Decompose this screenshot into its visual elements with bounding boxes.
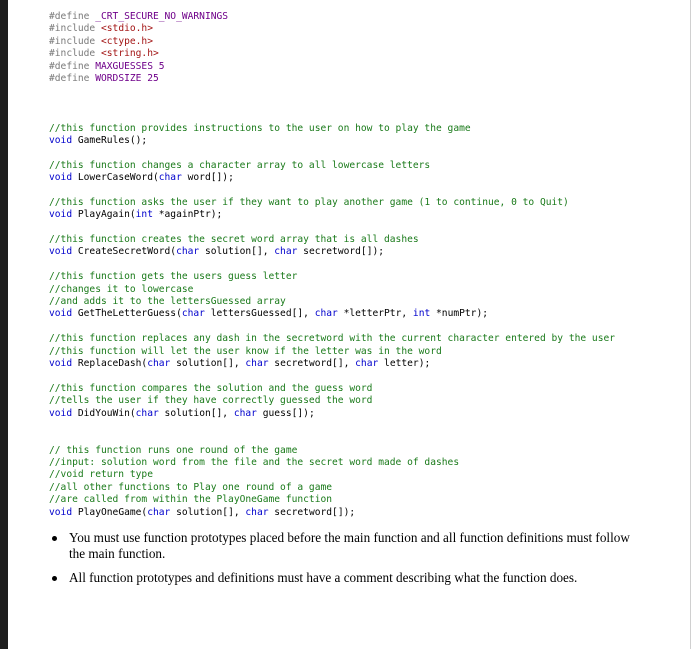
prototype-line: void GetTheLetterGuess(char lettersGuessed[], char *letterPtr, int *numPtr); <box>49 308 489 320</box>
keyword: char <box>355 357 379 369</box>
comment-line: //all other functions to Play one round of a game <box>49 481 333 493</box>
right-border <box>690 0 691 649</box>
keyword: char <box>274 246 298 258</box>
preprocessor-line <box>49 48 679 60</box>
keyword: int <box>135 209 153 221</box>
directive-value: <string.h> <box>101 48 159 60</box>
directive: #include <box>49 23 96 35</box>
blank-line <box>49 259 679 271</box>
comment-line: //this function changes a character array to all lowercase letters <box>49 159 431 171</box>
keyword: char <box>245 357 269 369</box>
comment-line: //this function provides instructions to the user on how to play the game <box>49 122 471 134</box>
keyword: char <box>147 357 171 369</box>
prototype-line: void CreateSecretWord(char solution[], char secretword[]); <box>49 246 385 258</box>
preprocessor-line <box>49 61 679 73</box>
blank-line <box>49 321 679 333</box>
comment-line: //and adds it to the lettersGuessed array <box>49 296 286 307</box>
prototype-line: void PlayAgain(int *againPtr); <box>49 209 223 221</box>
keyword: void <box>49 506 73 518</box>
keyword: void <box>49 134 73 146</box>
comment-line: // this function runs one round of the game <box>49 444 298 456</box>
keyword: char <box>176 246 200 258</box>
comment-line: //this function asks the user if they want to play another game (1 to continue, 0 to Quit) <box>49 196 569 208</box>
comment-line: //void return type <box>49 469 153 481</box>
blank-line <box>49 222 679 234</box>
keyword: void <box>49 246 73 258</box>
bullet-icon <box>52 536 57 541</box>
blank-line <box>49 85 679 122</box>
comment-line: //changes it to lowercase <box>49 283 194 295</box>
comment-line: //this function will let the user know if the letter was in the word <box>49 345 442 357</box>
list-item <box>49 570 649 586</box>
left-border <box>0 0 8 649</box>
keyword: char <box>245 506 269 518</box>
directive: #define <box>49 60 90 72</box>
prototype-line: void GameRules(); <box>49 134 148 146</box>
comment-line: //this function replaces any dash in the secretword with the current character entered by the user <box>49 333 616 345</box>
comment-line: //are called from within the PlayOneGame function <box>49 494 333 506</box>
comment-line: //input: solution word from the file and the secret word made of dashes <box>49 457 460 469</box>
keyword: void <box>49 407 73 419</box>
prototype-line: void PlayOneGame(char solution[], char secretword[]); <box>49 506 356 518</box>
keyword: char <box>147 506 171 518</box>
blank-line <box>49 370 679 382</box>
directive-value: <ctype.h> <box>101 35 153 47</box>
list-item <box>49 530 649 562</box>
requirement-text: You must use function prototypes placed before the main function and all function definitions must follow the main function. <box>69 530 630 561</box>
keyword: char <box>135 407 159 419</box>
directive: #include <box>49 35 96 47</box>
directive: #include <box>49 48 96 60</box>
prototype-line: void ReplaceDash(char solution[], char secretword[], char letter); <box>49 357 431 369</box>
keyword: char <box>314 308 338 320</box>
keyword: int <box>412 308 431 320</box>
requirements-list <box>49 530 649 594</box>
prototype-line: void DidYouWin(char solution[], char guess[]); <box>49 407 315 419</box>
directive-value: _CRT_SECURE_NO_WARNINGS <box>95 11 229 22</box>
directive-value: MAXGUESSES 5 <box>95 60 165 72</box>
keyword: void <box>49 172 73 184</box>
requirement-text: All function prototypes and definitions must have a comment describing what the function does. <box>69 570 578 585</box>
keyword: void <box>49 209 73 221</box>
comment-line: //this function creates the secret word array that is all dashes <box>49 234 419 246</box>
preprocessor-line <box>49 73 679 85</box>
bullet-icon <box>52 576 57 581</box>
comment-line: //this function gets the users guess letter <box>49 271 298 283</box>
blank-line <box>49 420 679 445</box>
preprocessor-line <box>49 23 679 35</box>
comment-line: //tells the user if they have correctly guessed the word <box>49 395 373 407</box>
directive-value: WORDSIZE 25 <box>95 72 159 84</box>
preprocessor-line <box>49 11 679 23</box>
keyword: void <box>49 308 73 320</box>
keyword: void <box>49 357 73 369</box>
keyword: char <box>233 407 257 419</box>
directive-value: <stdio.h> <box>101 23 153 35</box>
keyword: char <box>158 172 182 184</box>
keyword: char <box>181 308 205 320</box>
directive: #define <box>49 11 90 22</box>
directive: #define <box>49 72 90 84</box>
preprocessor-line <box>49 36 679 48</box>
comment-line: //this function compares the solution and the guess word <box>49 382 373 394</box>
prototype-line: void LowerCaseWord(char word[]); <box>49 172 234 184</box>
code-listing <box>49 11 679 519</box>
blank-line <box>49 184 679 196</box>
blank-line <box>49 147 679 159</box>
